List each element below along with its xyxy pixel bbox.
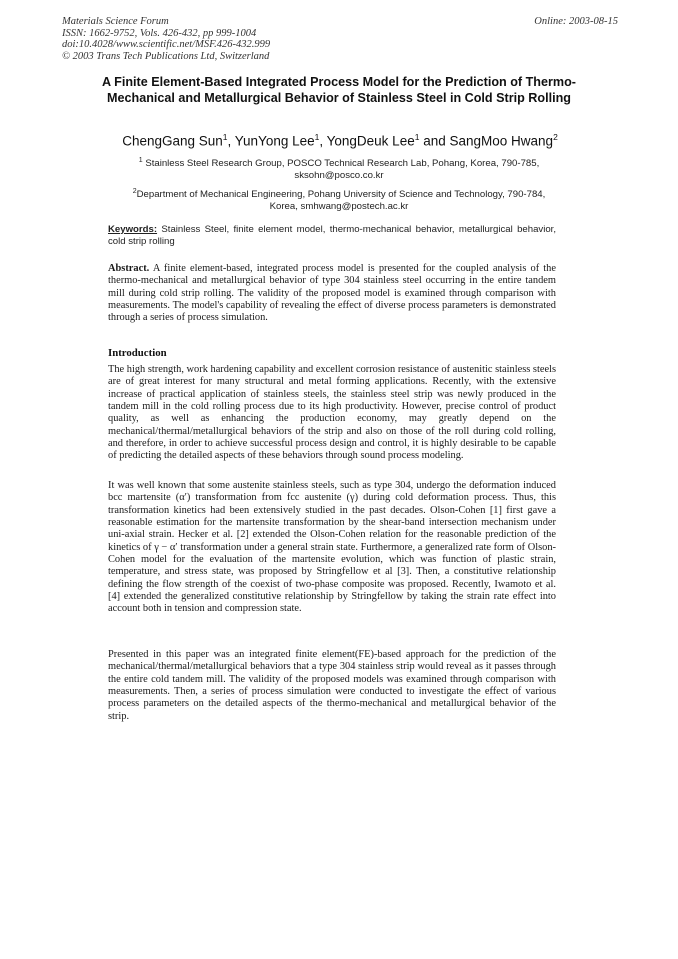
keywords — [108, 224, 556, 248]
affiliation-email: Korea, smhwang@postech.ac.kr — [269, 201, 409, 213]
keywords-text: Stainless Steel, finite element model, thermo-mechanical behavior, metallurgical behavior, cold strip rolling — [108, 224, 557, 247]
paragraph: The high strength, work hardening capability and excellent corrosion resistance of austenitic stainless steels are of great interest for many structural and metal forming applications. Recently, with the extensive increase of practical application of stainless steels, the stainless steel strip was newly produced in the tandem mill in the cold rolling process due to its high productivity. However, precise control of product quality, as well as enhancing the production economy, may greatly depend on the mechanical/thermal/metallurgical behaviors of the strip and also on those of the roll during cold rolling, and therefore, in order to achieve successful process design and control, it is highly desirable to be capable of predicting the detailed aspects of these behaviors through sound process modeling. — [108, 364, 556, 462]
author-separator: , — [227, 133, 235, 149]
issn-line: ISSN: 1662-9752, Vols. 426-432, pp 999-1004 — [62, 27, 257, 39]
author-affil-mark: 1 — [314, 132, 320, 142]
paragraph: Presented in this paper was an integrated finite element(FE)-based approach for the prediction of the mechanical/thermal/metallurgical behaviors that a type 304 stainless strip would reveal as it passes through the entire cold tandem mill. The validity of the proposed models was examined through comparison with measurements. Then, a series of process simulation were conducted to investigate the effect of various process parameters on the detailed aspects of the thermo-mechanical and metallurgical behavior of the strip. — [108, 649, 556, 722]
author-name: ChengGang Sun — [122, 133, 223, 149]
affiliation-text: Department of Mechanical Engineering, Pohang University of Science and Technology, 790-784, — [136, 189, 546, 201]
author-name: YongDeuk Lee — [326, 133, 415, 149]
affiliation-mark: 2 — [132, 188, 137, 195]
abstract-text: A finite element-based, integrated process model is presented for the coupled analysis of the thermo-mechanical and metallurgical behavior of type 304 stainless steel occurring in the entire tandem mill during cold strip rolling. The validity of the proposed model is examined through comparison with measurements. The model's capability of revealing the effect of diverse process parameters is demonstrated through a series of process simulation. — [108, 263, 556, 324]
abstract — [108, 263, 556, 325]
doi-line: doi:10.4028/www.scientific.net/MSF.426-432.999 — [62, 39, 271, 50]
journal-header — [62, 16, 270, 62]
author-list — [60, 132, 620, 149]
author-separator: and — [419, 133, 450, 149]
author-name: SangMoo Hwang — [449, 133, 554, 149]
online-date: Online: 2003-08-15 — [534, 16, 618, 27]
paper-title: A Finite Element-Based Integrated Process Model for the Prediction of Thermo-Mechanical and Metallurgical Behavior of Stainless Steel in Cold Strip Rolling — [102, 75, 576, 105]
affiliation-email: sksohn@posco.co.kr — [294, 170, 384, 182]
author-affil-mark: 1 — [222, 132, 228, 142]
keywords-label: Keywords: — [108, 224, 158, 235]
affiliation-1 — [80, 155, 598, 182]
affiliation-text: Stainless Steel Research Group, POSCO Technical Research Lab, Pohang, Korea, 790-785, — [145, 158, 540, 170]
affiliation-mark: 1 — [138, 157, 143, 164]
abstract-label: Abstract. — [108, 263, 150, 274]
author-name: YunYong Lee — [234, 133, 315, 149]
author-affil-mark: 2 — [553, 132, 558, 142]
section-heading-introduction: Introduction — [108, 347, 167, 359]
author-separator: , — [319, 133, 327, 149]
paragraph: It was well known that some austenite stainless steels, such as type 304, undergo the deformation induced bcc martensite (α′) transformation from fcc austenite (γ) during cold deformation process. Thus, this transformation kinetics had been extensively studied in the past decades. Olson-Cohen [1] first gave a reasonable estimation for the martensite transformation by the shear-band intersection mechanism under uni-axial strain. Hecker et al. [2] extended the Olson-Cohen relation for the reasonable prediction of the kinetics of γ − α′ transformation under a general strain state. Furthermore, a generalized rate form of Olson-Cohen model for the evaluation of the martensite evolution, which was function of plastic strain, temperature, and stress state, was proposed by Stringfellow et al [3]. Then, a constitutive relationship defining the flow strength of the coexist of two-phase composite was proposed. Recently, Iwamoto et al. [4] extended the generalized constitutive relationship by Stringfellow by taking the strain rate effect into account both in tension and compression state. — [108, 480, 556, 615]
affiliation-2 — [80, 186, 598, 213]
copyright-line: © 2003 Trans Tech Publications Ltd, Switzerland — [62, 50, 270, 62]
author-affil-mark: 1 — [414, 132, 420, 142]
journal-name: Materials Science Forum — [62, 16, 169, 27]
